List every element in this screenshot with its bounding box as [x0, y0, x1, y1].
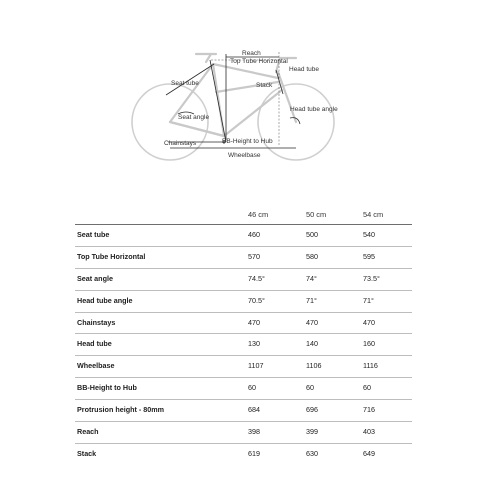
diagram-label-bb-height-to-hub: BB-Height to Hub: [222, 138, 273, 145]
row-value: 1107: [248, 361, 264, 371]
row-label: Chainstays: [77, 317, 116, 327]
table-row: [75, 247, 412, 269]
row-value: 470: [363, 317, 375, 327]
bike-geometry-diagram: [0, 0, 500, 180]
row-value: 74.5°: [248, 273, 265, 283]
row-value: 696: [306, 405, 318, 415]
row-value: 470: [248, 317, 260, 327]
diagram-label-head-tube: Head tube: [289, 66, 319, 73]
row-value: 649: [363, 448, 375, 458]
row-value: 130: [248, 339, 260, 349]
row-value: 716: [363, 405, 375, 415]
row-value: 74°: [306, 273, 317, 283]
row-value: 71°: [306, 295, 317, 305]
table-row: [75, 225, 412, 247]
table-row: [75, 378, 412, 400]
row-value: 399: [306, 427, 318, 437]
row-value: 619: [248, 448, 260, 458]
table-row: [75, 334, 412, 356]
table-row: [75, 356, 412, 378]
row-value: 470: [306, 317, 318, 327]
table-row: [75, 422, 412, 444]
row-value: 60: [248, 383, 256, 393]
diagram-label-wheelbase: Wheelbase: [228, 152, 261, 159]
table-row: [75, 400, 412, 422]
row-value: 1106: [306, 361, 322, 371]
row-label: Head tube: [77, 339, 112, 349]
diagram-label-head-tube-angle: Head tube angle: [290, 106, 338, 113]
diagram-label-seat-tube: Seat tube: [171, 80, 199, 87]
row-value: 60: [363, 383, 371, 393]
row-label: Wheelbase: [77, 361, 115, 371]
row-value: 160: [363, 339, 375, 349]
column-header-50cm: 50 cm: [306, 210, 327, 219]
row-label: BB-Height to Hub: [77, 383, 137, 393]
column-header-46cm: 46 cm: [248, 210, 269, 219]
row-value: 60: [306, 383, 314, 393]
diagram-label-top-tube-horizontal: Top Tube Horizontal: [230, 58, 288, 65]
table-row: [75, 291, 412, 313]
row-value: 570: [248, 251, 260, 261]
row-label: Reach: [77, 427, 99, 437]
geometry-table: [75, 206, 412, 465]
row-value: 140: [306, 339, 318, 349]
diagram-label-stack: Stack: [256, 82, 273, 89]
row-value: 73.5°: [363, 273, 380, 283]
row-value: 70.5°: [248, 295, 265, 305]
table-body: [75, 225, 412, 465]
table-row: [75, 444, 412, 465]
row-value: 403: [363, 427, 375, 437]
row-label: Protrusion height - 80mm: [77, 405, 165, 415]
row-value: 595: [363, 251, 375, 261]
row-value: 71°: [363, 295, 374, 305]
row-label: Head tube angle: [77, 295, 133, 305]
row-label: Seat angle: [77, 273, 113, 283]
diagram-label-seat-angle: Seat angle: [178, 114, 210, 121]
row-value: 630: [306, 448, 318, 458]
bike-frame: [170, 54, 296, 136]
row-value: 684: [248, 405, 260, 415]
row-value: 500: [306, 230, 318, 239]
column-header-54cm: 54 cm: [363, 210, 384, 219]
row-value: 460: [248, 230, 260, 239]
row-value: 398: [248, 427, 260, 437]
row-value: 540: [363, 230, 375, 239]
row-value: 580: [306, 251, 318, 261]
diagram-label-chainstays: Chainstays: [164, 140, 197, 147]
row-value: 1116: [363, 361, 378, 371]
row-label: Stack: [77, 448, 97, 458]
row-label: Top Tube Horizontal: [77, 251, 146, 261]
diagram-label-reach: Reach: [242, 50, 261, 57]
table-row: [75, 313, 412, 335]
table-header-row: [75, 206, 412, 225]
row-label: Seat tube: [77, 230, 110, 239]
table-row: [75, 269, 412, 291]
